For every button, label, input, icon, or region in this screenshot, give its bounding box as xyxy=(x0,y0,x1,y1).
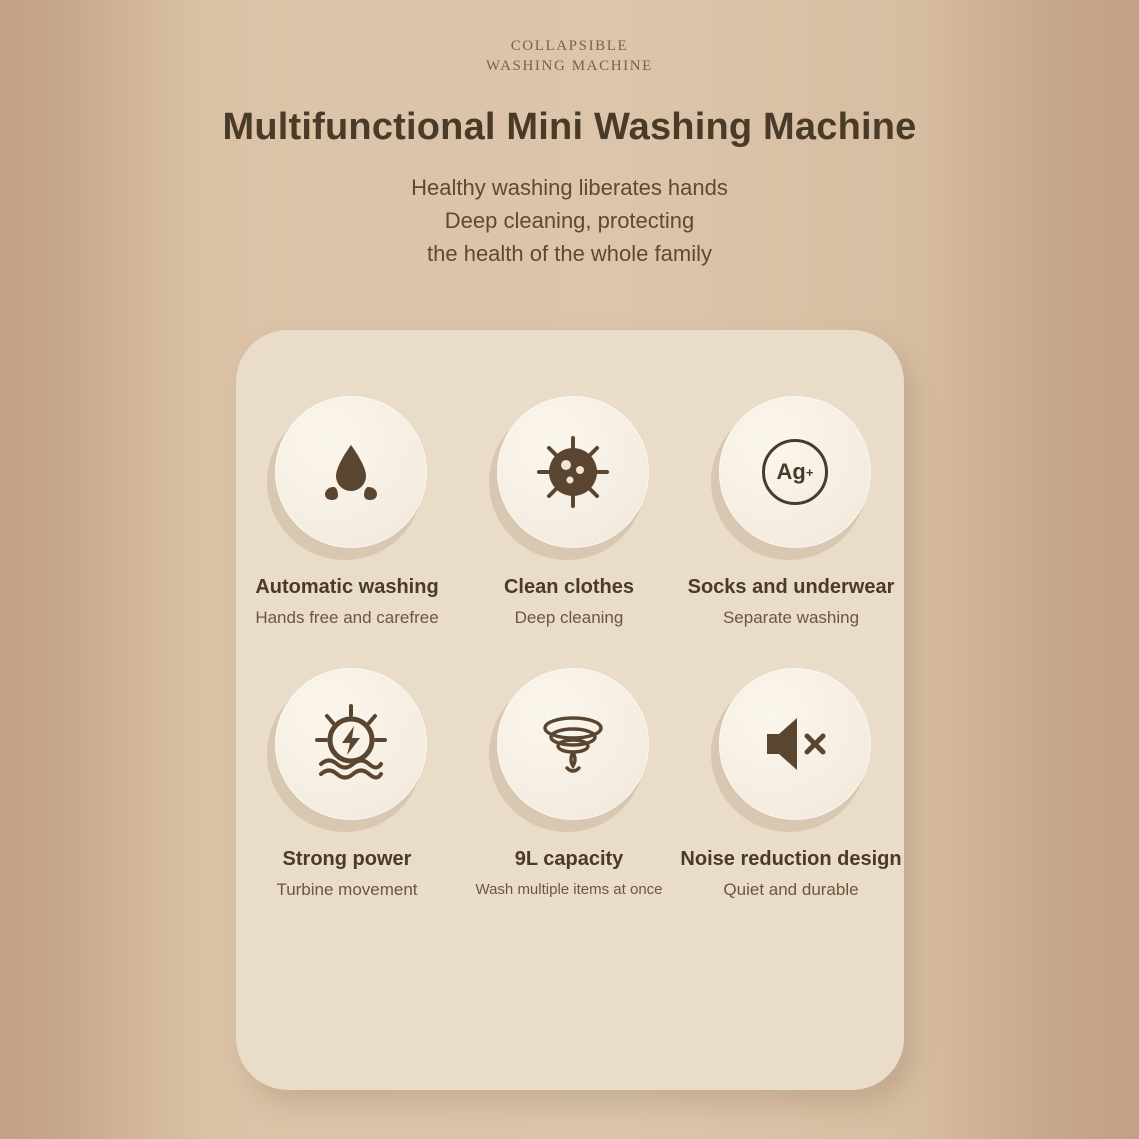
subtitle-line-3: the health of the whole family xyxy=(427,241,712,266)
page-title: Multifunctional Mini Washing Machine xyxy=(222,106,917,148)
feature-item xyxy=(458,668,680,902)
feature-title: Automatic washing xyxy=(255,576,439,598)
eyebrow-text xyxy=(0,0,1139,76)
feature-subtitle: Separate washing xyxy=(722,608,860,627)
water-drop-icon xyxy=(314,435,388,509)
features-grid xyxy=(236,396,904,940)
feature-subtitle: Wash multiple items at once xyxy=(475,881,663,898)
feature-subtitle: Turbine movement xyxy=(276,880,418,899)
silver-ion-icon xyxy=(762,439,828,505)
feature-icon-disc xyxy=(489,396,649,556)
feature-title: Socks and underwear xyxy=(687,576,895,598)
subtitle-line-2: Deep cleaning, protecting xyxy=(444,208,695,233)
feature-item xyxy=(680,668,902,902)
feature-item xyxy=(236,396,458,630)
features-card xyxy=(236,330,904,1090)
feature-subtitle: Hands free and carefree xyxy=(255,608,439,627)
feature-icon-disc xyxy=(711,396,871,556)
feature-item xyxy=(458,396,680,630)
feature-title: Clean clothes xyxy=(503,576,635,598)
feature-icon-disc xyxy=(489,668,649,828)
feature-subtitle: Deep cleaning xyxy=(514,608,624,627)
disc-face xyxy=(275,396,427,548)
power-turbine-icon xyxy=(309,702,393,786)
feature-title: 9L capacity xyxy=(514,848,624,870)
feature-icon-disc xyxy=(267,396,427,556)
vortex-capacity-icon xyxy=(527,698,619,790)
disc-face xyxy=(275,668,427,820)
germ-bacteria-icon xyxy=(533,432,613,512)
mute-speaker-icon xyxy=(753,702,837,786)
subtitle-line-1: Healthy washing liberates hands xyxy=(411,175,728,200)
silver-ion-label: Ag xyxy=(776,459,806,484)
disc-face xyxy=(497,668,649,820)
feature-title: Noise reduction design xyxy=(680,848,902,870)
eyebrow-line-1: COLLAPSIBLE xyxy=(510,38,629,54)
feature-icon-disc xyxy=(267,668,427,828)
disc-face xyxy=(719,396,871,548)
eyebrow-line-2: WASHING MACHINE xyxy=(486,58,653,74)
silver-ion-superscript: + xyxy=(805,464,814,480)
feature-icon-disc xyxy=(711,668,871,828)
feature-item xyxy=(236,668,458,902)
feature-subtitle: Quiet and durable xyxy=(723,880,859,899)
disc-face xyxy=(497,396,649,548)
disc-face xyxy=(719,668,871,820)
feature-item xyxy=(680,396,902,630)
page-subtitle xyxy=(0,171,1139,270)
feature-title: Strong power xyxy=(282,848,412,870)
